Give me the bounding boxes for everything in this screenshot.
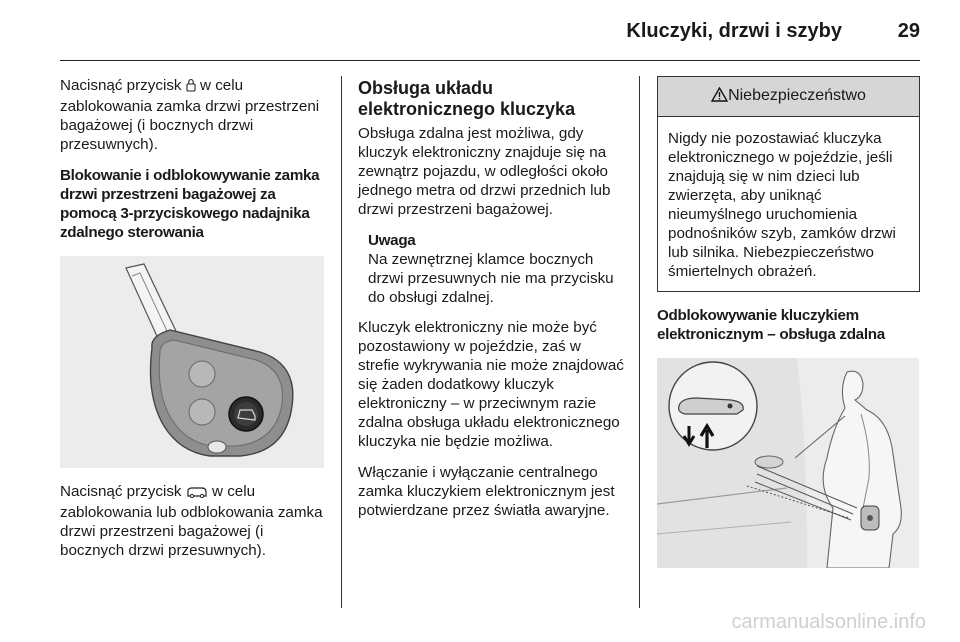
warning-header	[658, 77, 919, 117]
page-number: 29	[897, 20, 920, 42]
warning-box	[657, 76, 920, 292]
door-handle-remote-image	[657, 358, 919, 568]
page-title: Kluczyki, drzwi i szyby	[626, 20, 842, 42]
column-3	[657, 76, 920, 568]
column-divider	[639, 76, 640, 608]
column-divider	[341, 76, 342, 608]
warning-triangle-icon	[711, 87, 728, 107]
warning-title: Niebezpieczeństwo	[728, 87, 866, 104]
paragraph: Kluczyk elektroniczny nie może być pozostawiony w pojeździe, zaś w strefie wykrywania nie może znajdować się żaden dodatkowy kluczyk elektroniczny – w przeciwnym razie zdalna obsługa układu elektronicznego kluczyka nie będzie możliwa.	[358, 319, 624, 450]
section-heading: Blokowanie i odblokowywanie zamka drzwi przestrzeni bagażowej za pomocą 3-przyciskowego nadajnika zdalnego sterowania	[60, 167, 320, 241]
paragraph: Obsługa zdalna jest możliwa, gdy kluczyk elektroniczny znajduje się na zewnątrz pojazdu, w odległości około jednego metra od drzwi przednich lub drzwi przestrzeni bagażowej.	[358, 125, 611, 218]
lock-icon	[186, 78, 196, 97]
note-text: Na zewnętrznej klamce bocznych drzwi przesuwnych nie ma przycisku do obsługi zdalnej.	[368, 251, 614, 306]
column-2	[358, 78, 626, 520]
section-heading: Odblokowywanie kluczykiem elektronicznym – obsługa zdalna	[657, 307, 885, 343]
page-header	[60, 0, 920, 61]
watermark: carmanualsonline.info	[731, 611, 926, 633]
van-rear-door-icon	[186, 484, 208, 503]
warning-text: Nigdy nie pozostawiać kluczyka elektronicznego w pojeździe, jeśli znajdują się w nim dzieci lub zwierzęta, aby uniknąć nieumyślnego uruchomienia podnośników szyb, zamków drzwi lub silnika. Niebezpieczeństwo śmiertelnych obrażeń.	[668, 130, 896, 280]
remote-key-fob-image	[60, 256, 324, 468]
note-title: Uwaga	[368, 232, 416, 249]
paragraph: Włączanie i wyłączanie centralnego zamka kluczykiem elektronicznym jest potwierdzane przez światła awaryjne.	[358, 464, 615, 519]
note-box	[358, 231, 626, 307]
paragraph: Nacisnąć przycisk w celu zablokowania lub odblokowania zamka drzwi przestrzeni bagażowej (i bocznych drzwi przesuwnych).	[60, 483, 323, 559]
paragraph: Nacisnąć przycisk w celu zablokowania zamka drzwi przestrzeni bagażowej (i bocznych drzwi przesuwnych).	[60, 77, 320, 153]
section-heading: Obsługa układu elektronicznego kluczyka	[358, 78, 576, 119]
column-1	[60, 76, 328, 560]
